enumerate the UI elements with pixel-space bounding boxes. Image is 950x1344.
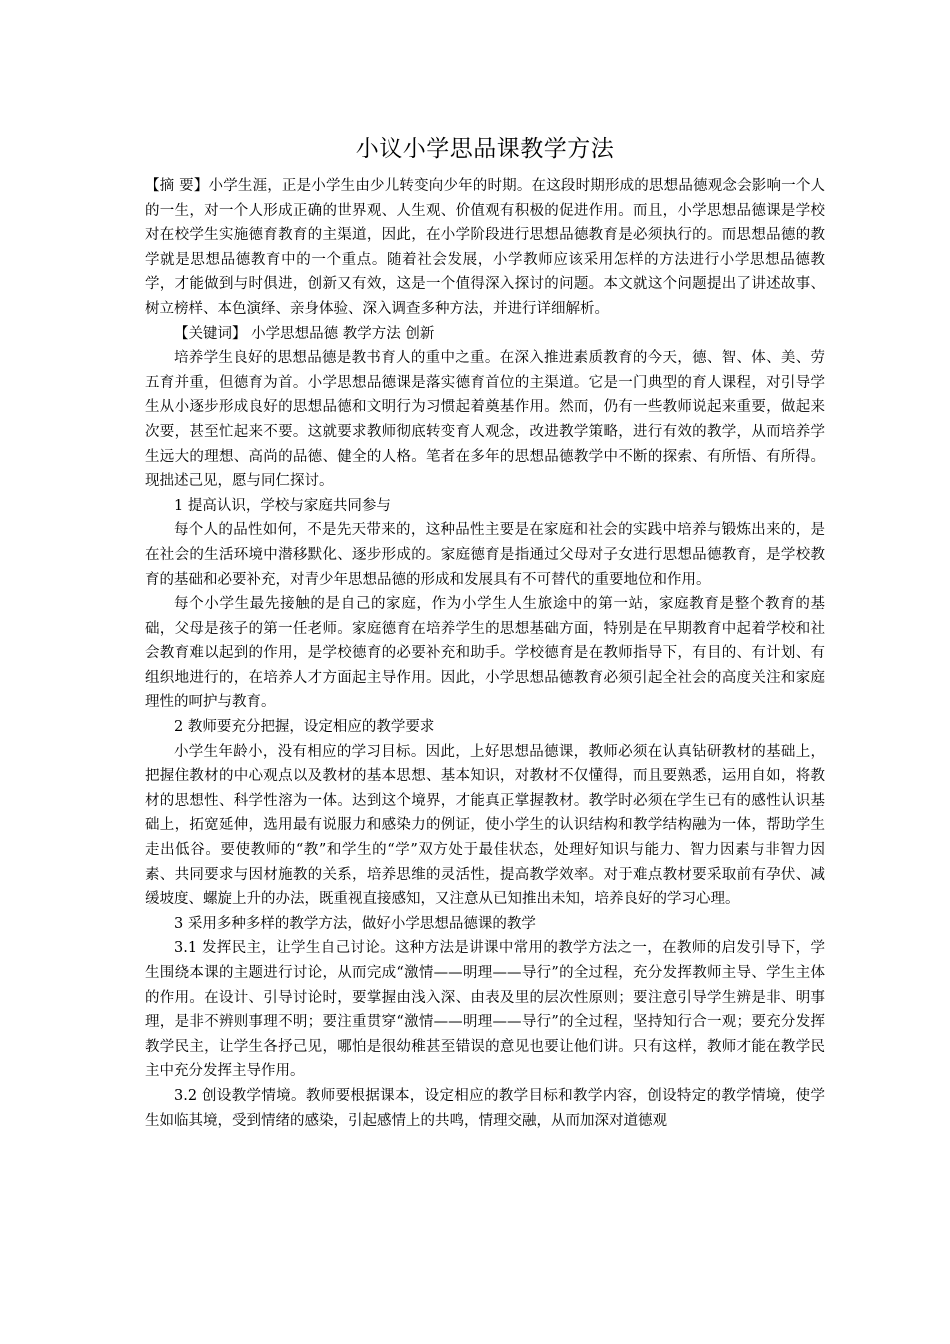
document-page [145, 126, 825, 1133]
section-3-2-paragraph: 3.2 创设教学情境。教师要根据课本，设定相应的教学目标和教学内容，创设特定的教学情境，使学生如临其境，受到情绪的感染，引起感情上的共鸣，情理交融，从而加深对道德观 [145, 1087, 825, 1129]
keywords-line: 【关键词】 小学思想品德 教学方法 创新 [174, 325, 435, 342]
section-3-1-paragraph: 3.1 发挥民主，让学生自己讨论。这种方法是讲课中常用的教学方法之一，在教师的启发引导下，学生围绕本课的主题进行讨论，从而完成“激情——明理——导行”的全过程，充分发挥教师主导、学生主体的作用。在设计、引导讨论时，要掌握由浅入深、由表及里的层次性原则；要注意引导学生辨是非、明事理，是非不辨则事理不明；要注重贯穿“激情——明理——导行”的全过程，坚持知行合一观；要充分发挥教学民主，让学生各抒己见，哪怕是很幼稚甚至错误的意见也要让他们讲。只有这样，教师才能在教学民主中充分发挥主导作用。 [145, 940, 825, 1080]
section-2-paragraph-1: 小学生年龄小，没有相应的学习目标。因此，上好思想品德课，教师必须在认真钻研教材的基础上，把握住教材的中心观点以及教材的基本思想、基本知识，对教材不仅懂得，而且要熟悉，运用自如，将教材的思想性、科学性溶为一体。达到这个境界，才能真正掌握教材。教学时必须在学生已有的感性认识基础上，拓宽延伸，选用最有说服力和感染力的例证，使小学生的认识结构和教学结构融为一体，帮助学生走出低谷。要使教师的“教”和学生的“学”双方处于最佳状态，处理好知识与能力、智力因素与非智力因素、共同要求与因材施教的关系，培养思维的灵活性，提高教学效率。对于难点教材要采取前有孕伏、减缓坡度、螺旋上升的办法，既重视直接感知，又注意从已知推出未知，培养良好的学习心理。 [145, 743, 825, 908]
section-1-paragraph-2: 每个小学生最先接触的是自己的家庭，作为小学生人生旅途中的第一站，家庭教育是整个教育的基础，父母是孩子的第一任老师。家庭德育在培养学生的思想基础方面，特别是在早期教育中起着学校和社会教育难以起到的作用，是学校德育的必要补充和助手。学校德育是在教师指导下，有目的、有计划、有组织地进行的，在培养人才方面起主导作用。因此，小学思想品德教育必须引起全社会的高度关注和家庭理性的呵护与教育。 [145, 596, 825, 711]
section-1-paragraph-1: 每个人的品性如何，不是先天带来的，这种品性主要是在家庭和社会的实践中培养与锻炼出来的，是在社会的生活环境中潜移默化、逐步形成的。家庭德育是指通过父母对子女进行思想品德教育，是学校教育的基础和必要补充，对青少年思想品德的形成和发展具有不可替代的重要地位和作用。 [145, 522, 825, 588]
abstract-paragraph: 【摘 要】小学生涯，正是小学生由少儿转变向少年的时期。在这段时期形成的思想品德观念会影响一个人的一生，对一个人形成正确的世界观、人生观、价值观有积极的促进作用。而且，小学思想品德课是学校对在校学生实施德育教育的主渠道，因此，在小学阶段进行思想品德教育是必须执行的。而思想品德的教学就是思想品德教育中的一个重点。随着社会发展，小学教师应该采用怎样的方法进行小学思想品德教学，才能做到与时俱进，创新又有效，这是一个值得深入探讨的问题。本文就这个问题提出了讲述故事、树立榜样、本色演绎、亲身体验、深入调查多种方法，并进行详细解析。 [145, 178, 825, 317]
section-1-heading: 1 提高认识，学校与家庭共同参与 [174, 497, 391, 514]
section-2-heading: 2 教师要充分把握，设定相应的教学要求 [174, 719, 435, 736]
intro-paragraph: 培养学生良好的思想品德是教书育人的重中之重。在深入推进素质教育的今天，德、智、体、美、劳五育并重，但德育为首。小学思想品德课是落实德育首位的主渠道。它是一门典型的育人课程，对引导学生从小逐步形成良好的思想品德和文明行为习惯起着奠基作用。然而，仍有一些教师说起来重要，做起来次要，甚至忙起来不要。这就要求教师彻底转变育人观念，改进教学策略，进行有效的教学，从而培养学生远大的理想、高尚的品德、健全的人格。笔者在多年的思想品德教学中不断的探索、有所悟、有所得。现拙述己见，愿与同仁探讨。 [145, 350, 825, 490]
section-3-heading: 3 采用多种多样的教学方法，做好小学思想品德课的教学 [174, 915, 536, 932]
document-title: 小议小学思品课教学方法 [355, 136, 615, 162]
